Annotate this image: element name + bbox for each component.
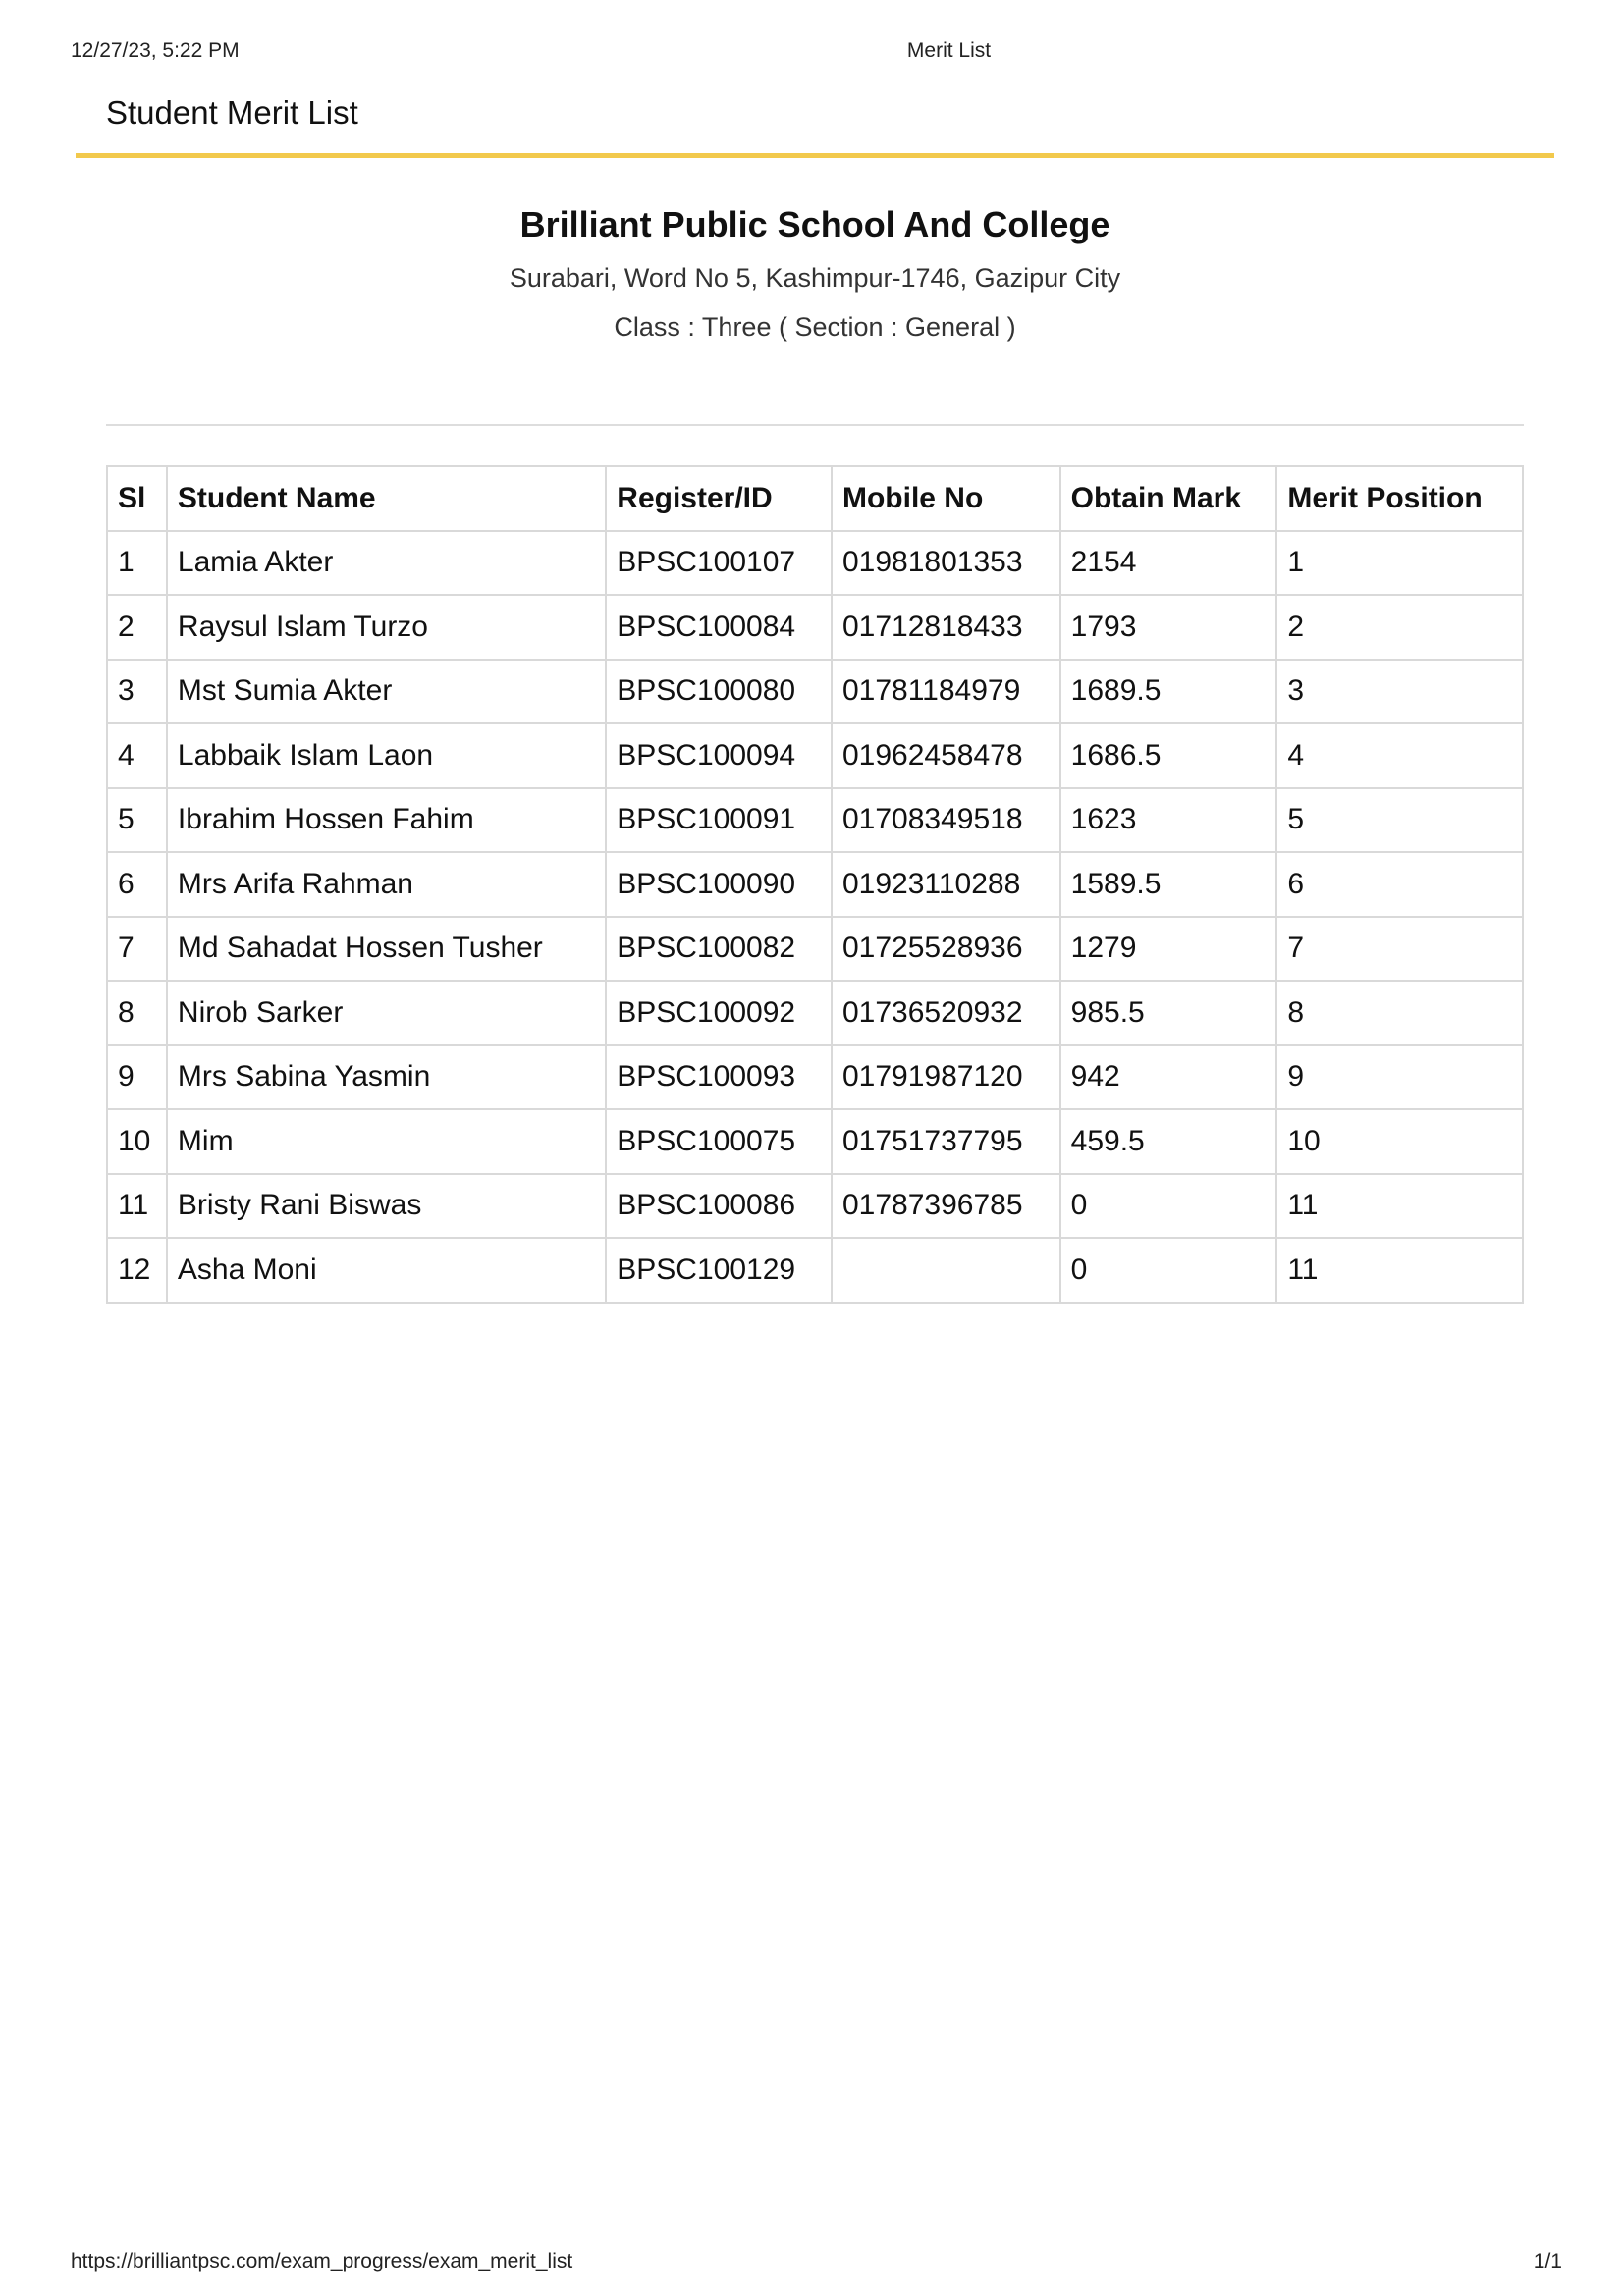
cell-obtain-mark: 0 xyxy=(1060,1238,1277,1303)
cell-merit-position: 9 xyxy=(1276,1045,1523,1110)
cell-mobile-no: 01923110288 xyxy=(832,852,1060,917)
cell-register-id: BPSC100082 xyxy=(606,917,832,982)
cell-register-id: BPSC100094 xyxy=(606,723,832,788)
cell-student-name: Mrs Sabina Yasmin xyxy=(167,1045,606,1110)
cell-mobile-no: 01725528936 xyxy=(832,917,1060,982)
cell-obtain-mark: 985.5 xyxy=(1060,981,1277,1045)
table-header-row xyxy=(107,466,1523,531)
cell-student-name: Ibrahim Hossen Fahim xyxy=(167,788,606,853)
header-sl: Sl xyxy=(107,466,167,531)
cell-obtain-mark: 0 xyxy=(1060,1174,1277,1239)
cell-obtain-mark: 1279 xyxy=(1060,917,1277,982)
cell-obtain-mark: 1793 xyxy=(1060,595,1277,660)
cell-obtain-mark: 1589.5 xyxy=(1060,852,1277,917)
cell-student-name: Mst Sumia Akter xyxy=(167,660,606,724)
table-row xyxy=(107,981,1523,1045)
cell-register-id: BPSC100091 xyxy=(606,788,832,853)
cell-mobile-no: 01962458478 xyxy=(832,723,1060,788)
cell-merit-position: 8 xyxy=(1276,981,1523,1045)
cell-mobile-no: 01791987120 xyxy=(832,1045,1060,1110)
header-merit-position: Merit Position xyxy=(1276,466,1523,531)
table-row xyxy=(107,660,1523,724)
cell-student-name: Nirob Sarker xyxy=(167,981,606,1045)
panel-accent-rule xyxy=(76,153,1554,158)
cell-sl: 10 xyxy=(107,1109,167,1174)
print-page-title: Merit List xyxy=(906,39,992,62)
table-body xyxy=(107,531,1523,1303)
table-row xyxy=(107,788,1523,853)
table-row xyxy=(107,917,1523,982)
cell-merit-position: 7 xyxy=(1276,917,1523,982)
cell-student-name: Lamia Akter xyxy=(167,531,606,596)
school-info xyxy=(106,201,1524,347)
cell-register-id: BPSC100093 xyxy=(606,1045,832,1110)
table-row xyxy=(107,723,1523,788)
cell-sl: 8 xyxy=(107,981,167,1045)
table-row xyxy=(107,1174,1523,1239)
table-row xyxy=(107,1045,1523,1110)
school-name: Brilliant Public School And College xyxy=(519,204,1110,244)
cell-register-id: BPSC100084 xyxy=(606,595,832,660)
cell-register-id: BPSC100092 xyxy=(606,981,832,1045)
cell-obtain-mark: 2154 xyxy=(1060,531,1277,596)
cell-obtain-mark: 459.5 xyxy=(1060,1109,1277,1174)
cell-mobile-no xyxy=(832,1238,1060,1303)
cell-obtain-mark: 1686.5 xyxy=(1060,723,1277,788)
cell-merit-position: 6 xyxy=(1276,852,1523,917)
cell-student-name: Bristy Rani Biswas xyxy=(167,1174,606,1239)
cell-mobile-no: 01708349518 xyxy=(832,788,1060,853)
cell-mobile-no: 01781184979 xyxy=(832,660,1060,724)
class-info: Class : Three ( Section : General ) xyxy=(614,312,1016,342)
cell-student-name: Md Sahadat Hossen Tusher xyxy=(167,917,606,982)
cell-register-id: BPSC100107 xyxy=(606,531,832,596)
print-url: https://brilliantpsc.com/exam_progress/exam_merit_list xyxy=(71,2250,573,2272)
cell-merit-position: 2 xyxy=(1276,595,1523,660)
cell-sl: 7 xyxy=(107,917,167,982)
print-page-number: 1/1 xyxy=(1533,2250,1562,2272)
cell-register-id: BPSC100080 xyxy=(606,660,832,724)
table-row xyxy=(107,531,1523,596)
cell-sl: 12 xyxy=(107,1238,167,1303)
cell-merit-position: 4 xyxy=(1276,723,1523,788)
merit-table xyxy=(106,465,1524,1304)
cell-obtain-mark: 1623 xyxy=(1060,788,1277,853)
cell-student-name: Raysul Islam Turzo xyxy=(167,595,606,660)
cell-obtain-mark: 942 xyxy=(1060,1045,1277,1110)
cell-mobile-no: 01787396785 xyxy=(832,1174,1060,1239)
cell-sl: 3 xyxy=(107,660,167,724)
cell-student-name: Mrs Arifa Rahman xyxy=(167,852,606,917)
header-student-name: Student Name xyxy=(167,466,606,531)
cell-student-name: Mim xyxy=(167,1109,606,1174)
header-mobile-no: Mobile No xyxy=(832,466,1060,531)
cell-mobile-no: 01981801353 xyxy=(832,531,1060,596)
cell-student-name: Asha Moni xyxy=(167,1238,606,1303)
header-obtain-mark: Obtain Mark xyxy=(1060,466,1277,531)
cell-merit-position: 10 xyxy=(1276,1109,1523,1174)
cell-register-id: BPSC100090 xyxy=(606,852,832,917)
cell-register-id: BPSC100086 xyxy=(606,1174,832,1239)
cell-merit-position: 11 xyxy=(1276,1174,1523,1239)
cell-sl: 9 xyxy=(107,1045,167,1110)
section-divider xyxy=(106,424,1524,426)
table-row xyxy=(107,1109,1523,1174)
panel-title: Student Merit List xyxy=(106,94,358,131)
cell-sl: 4 xyxy=(107,723,167,788)
cell-merit-position: 5 xyxy=(1276,788,1523,853)
cell-register-id: BPSC100129 xyxy=(606,1238,832,1303)
cell-merit-position: 3 xyxy=(1276,660,1523,724)
cell-mobile-no: 01712818433 xyxy=(832,595,1060,660)
table-row xyxy=(107,852,1523,917)
cell-mobile-no: 01736520932 xyxy=(832,981,1060,1045)
cell-merit-position: 1 xyxy=(1276,531,1523,596)
cell-register-id: BPSC100075 xyxy=(606,1109,832,1174)
cell-merit-position: 11 xyxy=(1276,1238,1523,1303)
school-address: Surabari, Word No 5, Kashimpur-1746, Gazipur City xyxy=(509,263,1121,293)
cell-sl: 11 xyxy=(107,1174,167,1239)
cell-sl: 6 xyxy=(107,852,167,917)
cell-sl: 1 xyxy=(107,531,167,596)
cell-obtain-mark: 1689.5 xyxy=(1060,660,1277,724)
cell-sl: 2 xyxy=(107,595,167,660)
cell-mobile-no: 01751737795 xyxy=(832,1109,1060,1174)
table-row xyxy=(107,1238,1523,1303)
header-register-id: Register/ID xyxy=(606,466,832,531)
cell-sl: 5 xyxy=(107,788,167,853)
print-datetime: 12/27/23, 5:22 PM xyxy=(71,39,240,62)
table-row xyxy=(107,595,1523,660)
cell-student-name: Labbaik Islam Laon xyxy=(167,723,606,788)
